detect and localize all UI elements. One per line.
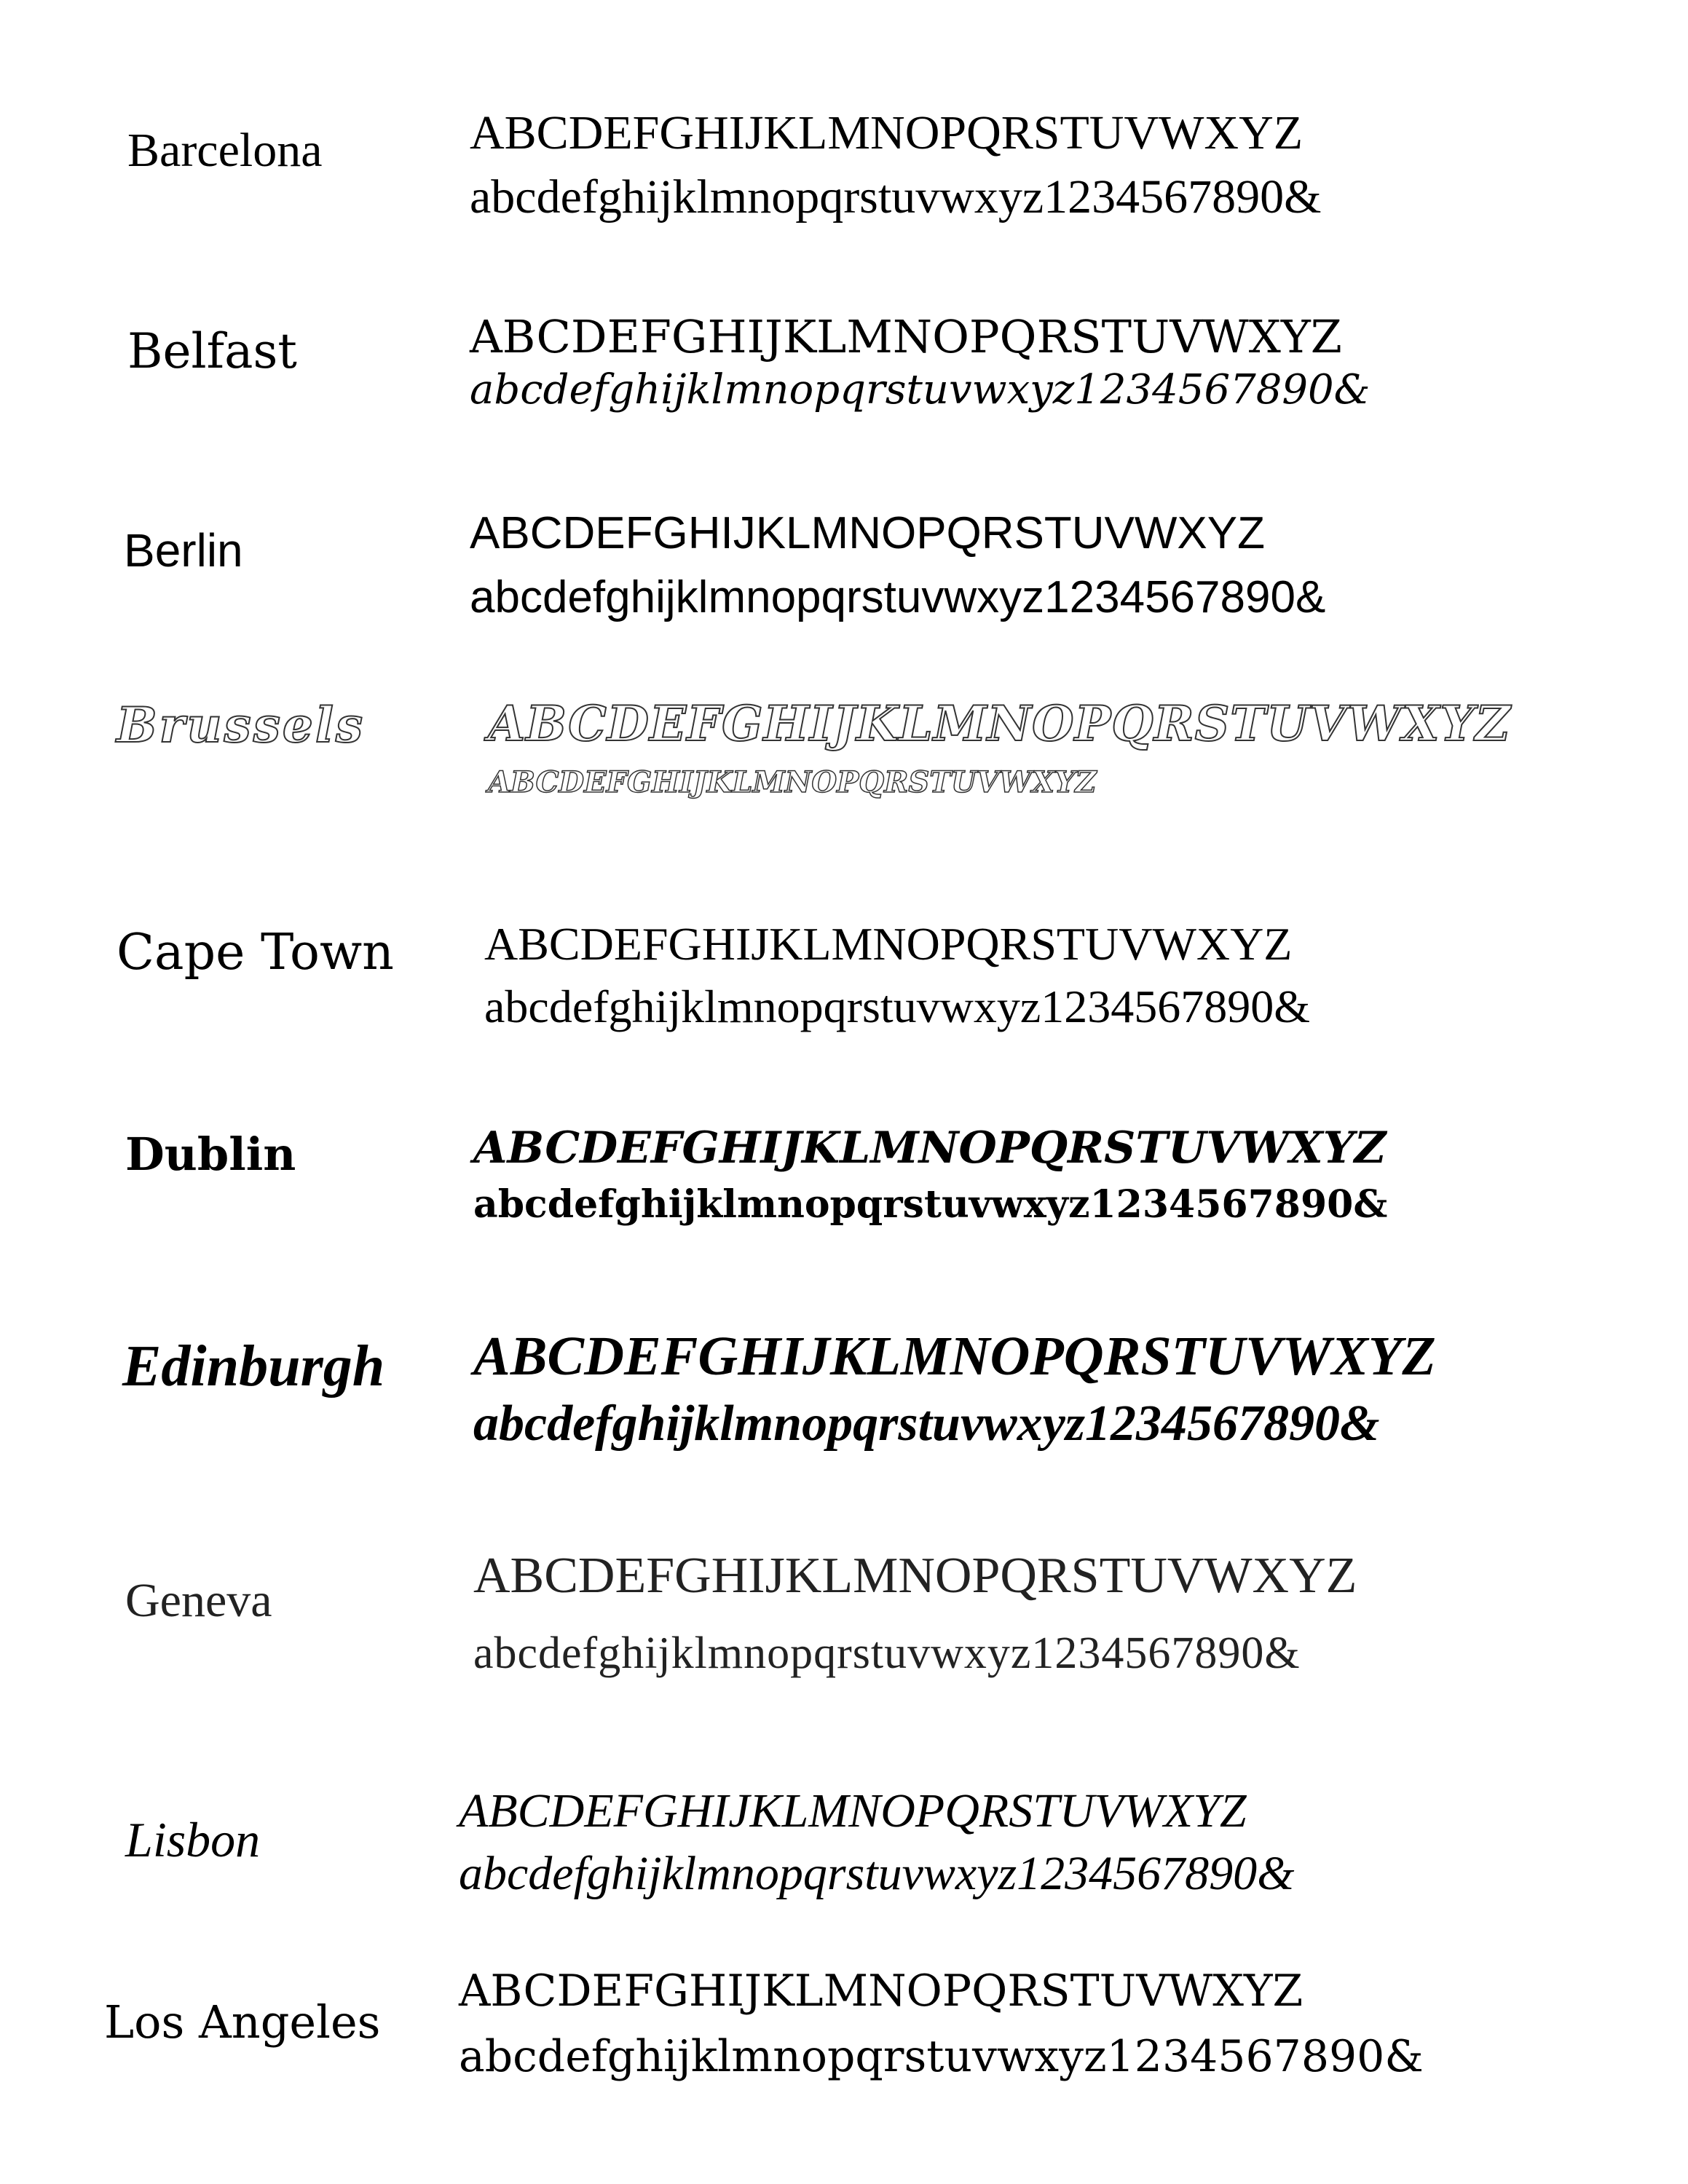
lowercase-sample: abcdefghijklmnopqrstuvwxyz1234567890& xyxy=(470,572,1326,622)
font-name: Edinburgh xyxy=(122,1334,385,1398)
font-name: Berlin xyxy=(124,524,243,577)
font-name: Belfast xyxy=(127,323,297,379)
lowercase-sample: abcdefghijklmnopqrstuvwxyz1234567890& xyxy=(484,981,1311,1032)
lowercase-sample: abcdefghijklmnopqrstuvwxyz1234567890& xyxy=(470,170,1322,223)
font-name: Lisbon xyxy=(125,1812,261,1867)
uppercase-sample: ABCDEFGHIJKLMNOPQRSTUVWXYZ xyxy=(488,695,1511,752)
uppercase-sample: ABCDEFGHIJKLMNOPQRSTUVWXYZ xyxy=(470,508,1265,558)
small-caps-sample: ABCDEFGHIJKLMNOPQRSTUVWXYZ xyxy=(488,765,1097,799)
lowercase-sample: abcdefghijklmnopqrstuvwxyz1234567890& xyxy=(473,1396,1380,1452)
font-name: Geneva xyxy=(125,1574,272,1627)
uppercase-sample: ABCDEFGHIJKLMNOPQRSTUVWXYZ xyxy=(459,1784,1247,1837)
lowercase-sample: abcdefghijklmnopqrstuvwxyz1234567890& xyxy=(470,366,1370,414)
uppercase-sample: ABCDEFGHIJKLMNOPQRSTUVWXYZ xyxy=(470,310,1342,363)
uppercase-sample: ABCDEFGHIJKLMNOPQRSTUVWXYZ xyxy=(459,1966,1304,2017)
lowercase-sample: abcdefghijklmnopqrstuvwxyz1234567890& xyxy=(459,2031,1424,2082)
uppercase-sample: ABCDEFGHIJKLMNOPQRSTUVWXYZ xyxy=(470,106,1304,159)
font-name: Barcelona xyxy=(127,124,323,177)
font-name: Dublin xyxy=(125,1128,296,1181)
font-name: Brussels xyxy=(117,697,366,753)
uppercase-sample: ABCDEFGHIJKLMNOPQRSTUVWXYZ xyxy=(473,1548,1357,1604)
font-name: Los Angeles xyxy=(104,1995,381,2049)
font-name: Cape Town xyxy=(117,924,394,981)
lowercase-sample: abcdefghijklmnopqrstuvwxyz1234567890& xyxy=(459,1847,1295,1900)
uppercase-sample: ABCDEFGHIJKLMNOPQRSTUVWXYZ xyxy=(473,1326,1436,1387)
uppercase-sample: ABCDEFGHIJKLMNOPQRSTUVWXYZ xyxy=(473,1123,1387,1174)
uppercase-sample: ABCDEFGHIJKLMNOPQRSTUVWXYZ xyxy=(484,918,1293,970)
lowercase-sample: abcdefghijklmnopqrstuvwxyz1234567890& xyxy=(473,1182,1388,1227)
lowercase-sample: abcdefghijklmnopqrstuvwxyz1234567890& xyxy=(473,1629,1301,1678)
